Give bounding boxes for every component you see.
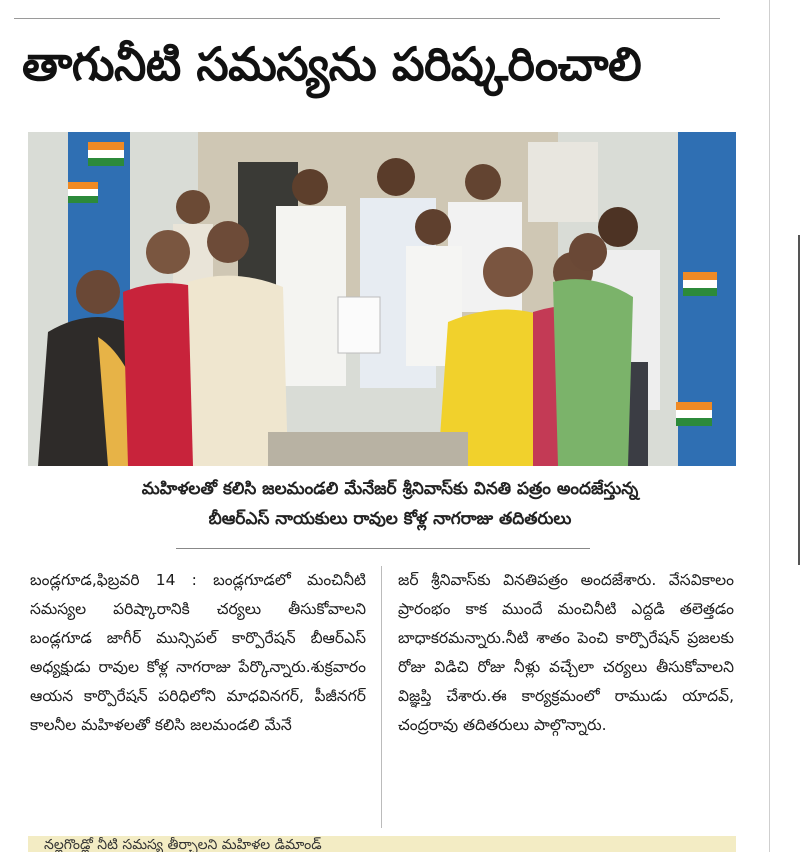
caption-line-2: బీఆర్ఎస్ నాయకులు రావుల కోళ్ల నాగరాజు తదితరులు [208, 509, 572, 529]
next-article-text: నల్లగొండ్లో నీటి సమస్య తీర్చాలని మహిళల డిమాండ్ [44, 837, 322, 852]
article-column-right: జర్ శ్రీనివాస్‌కు వినతిపత్రం అందజేశారు. వేసవికాలం ప్రారంభం కాక ముందే మంచినీటి ఎద్దడి తలెత్తడం బాధాకరమన్నారు.నీటి శాతం పెంచి కార్పొరేషన్ ప్రజలకు రోజు విడిచి రోజు నీళ్లు వచ్చేలా చర్యలు తీసుకోవాలని విజ్ఞప్తి చేశారు.ఈ కార్యక్రమంలో రాముడు యాదవ్, చంద్రరావు తదితరులు పాల్గొన్నారు. [398, 571, 734, 734]
column-rule [769, 0, 770, 852]
caption-rule [176, 548, 590, 549]
next-article-band [28, 836, 736, 852]
caption-line-1: మహిళలతో కలిసి జలమండలి మేనేజర్ శ్రీనివాస్‌కు వినతి పత్రం అందజేస్తున్న [141, 479, 639, 499]
article-column-left: బండ్లగూడ,ఫిబ్రవరి 14 : బండ్లగూడలో మంచినీటి సమస్యల పరిష్కారానికి చర్యలు తీసుకోవాలని బండ్లగూడ జాగీర్ మున్సిపల్ కార్పొరేషన్ బీఆర్ఎస్ అధ్యక్షుడు రావుల కోళ్ల నాగరాజు పేర్కొన్నారు.శుక్రవారం ఆయన కార్పొరేషన్ పరిధిలోని మాధవినగర్, పీజీనగర్ కాలనీల మహిళలతో కలిసి జలమండలి మేనే [30, 571, 366, 734]
top-rule [14, 18, 720, 19]
headline: తాగునీటి సమస్యను పరిష్కరించాలి [22, 37, 642, 91]
news-photo [28, 132, 736, 466]
column-divider [381, 566, 382, 828]
group-photo-icon [28, 132, 736, 466]
photo-caption [40, 474, 740, 534]
